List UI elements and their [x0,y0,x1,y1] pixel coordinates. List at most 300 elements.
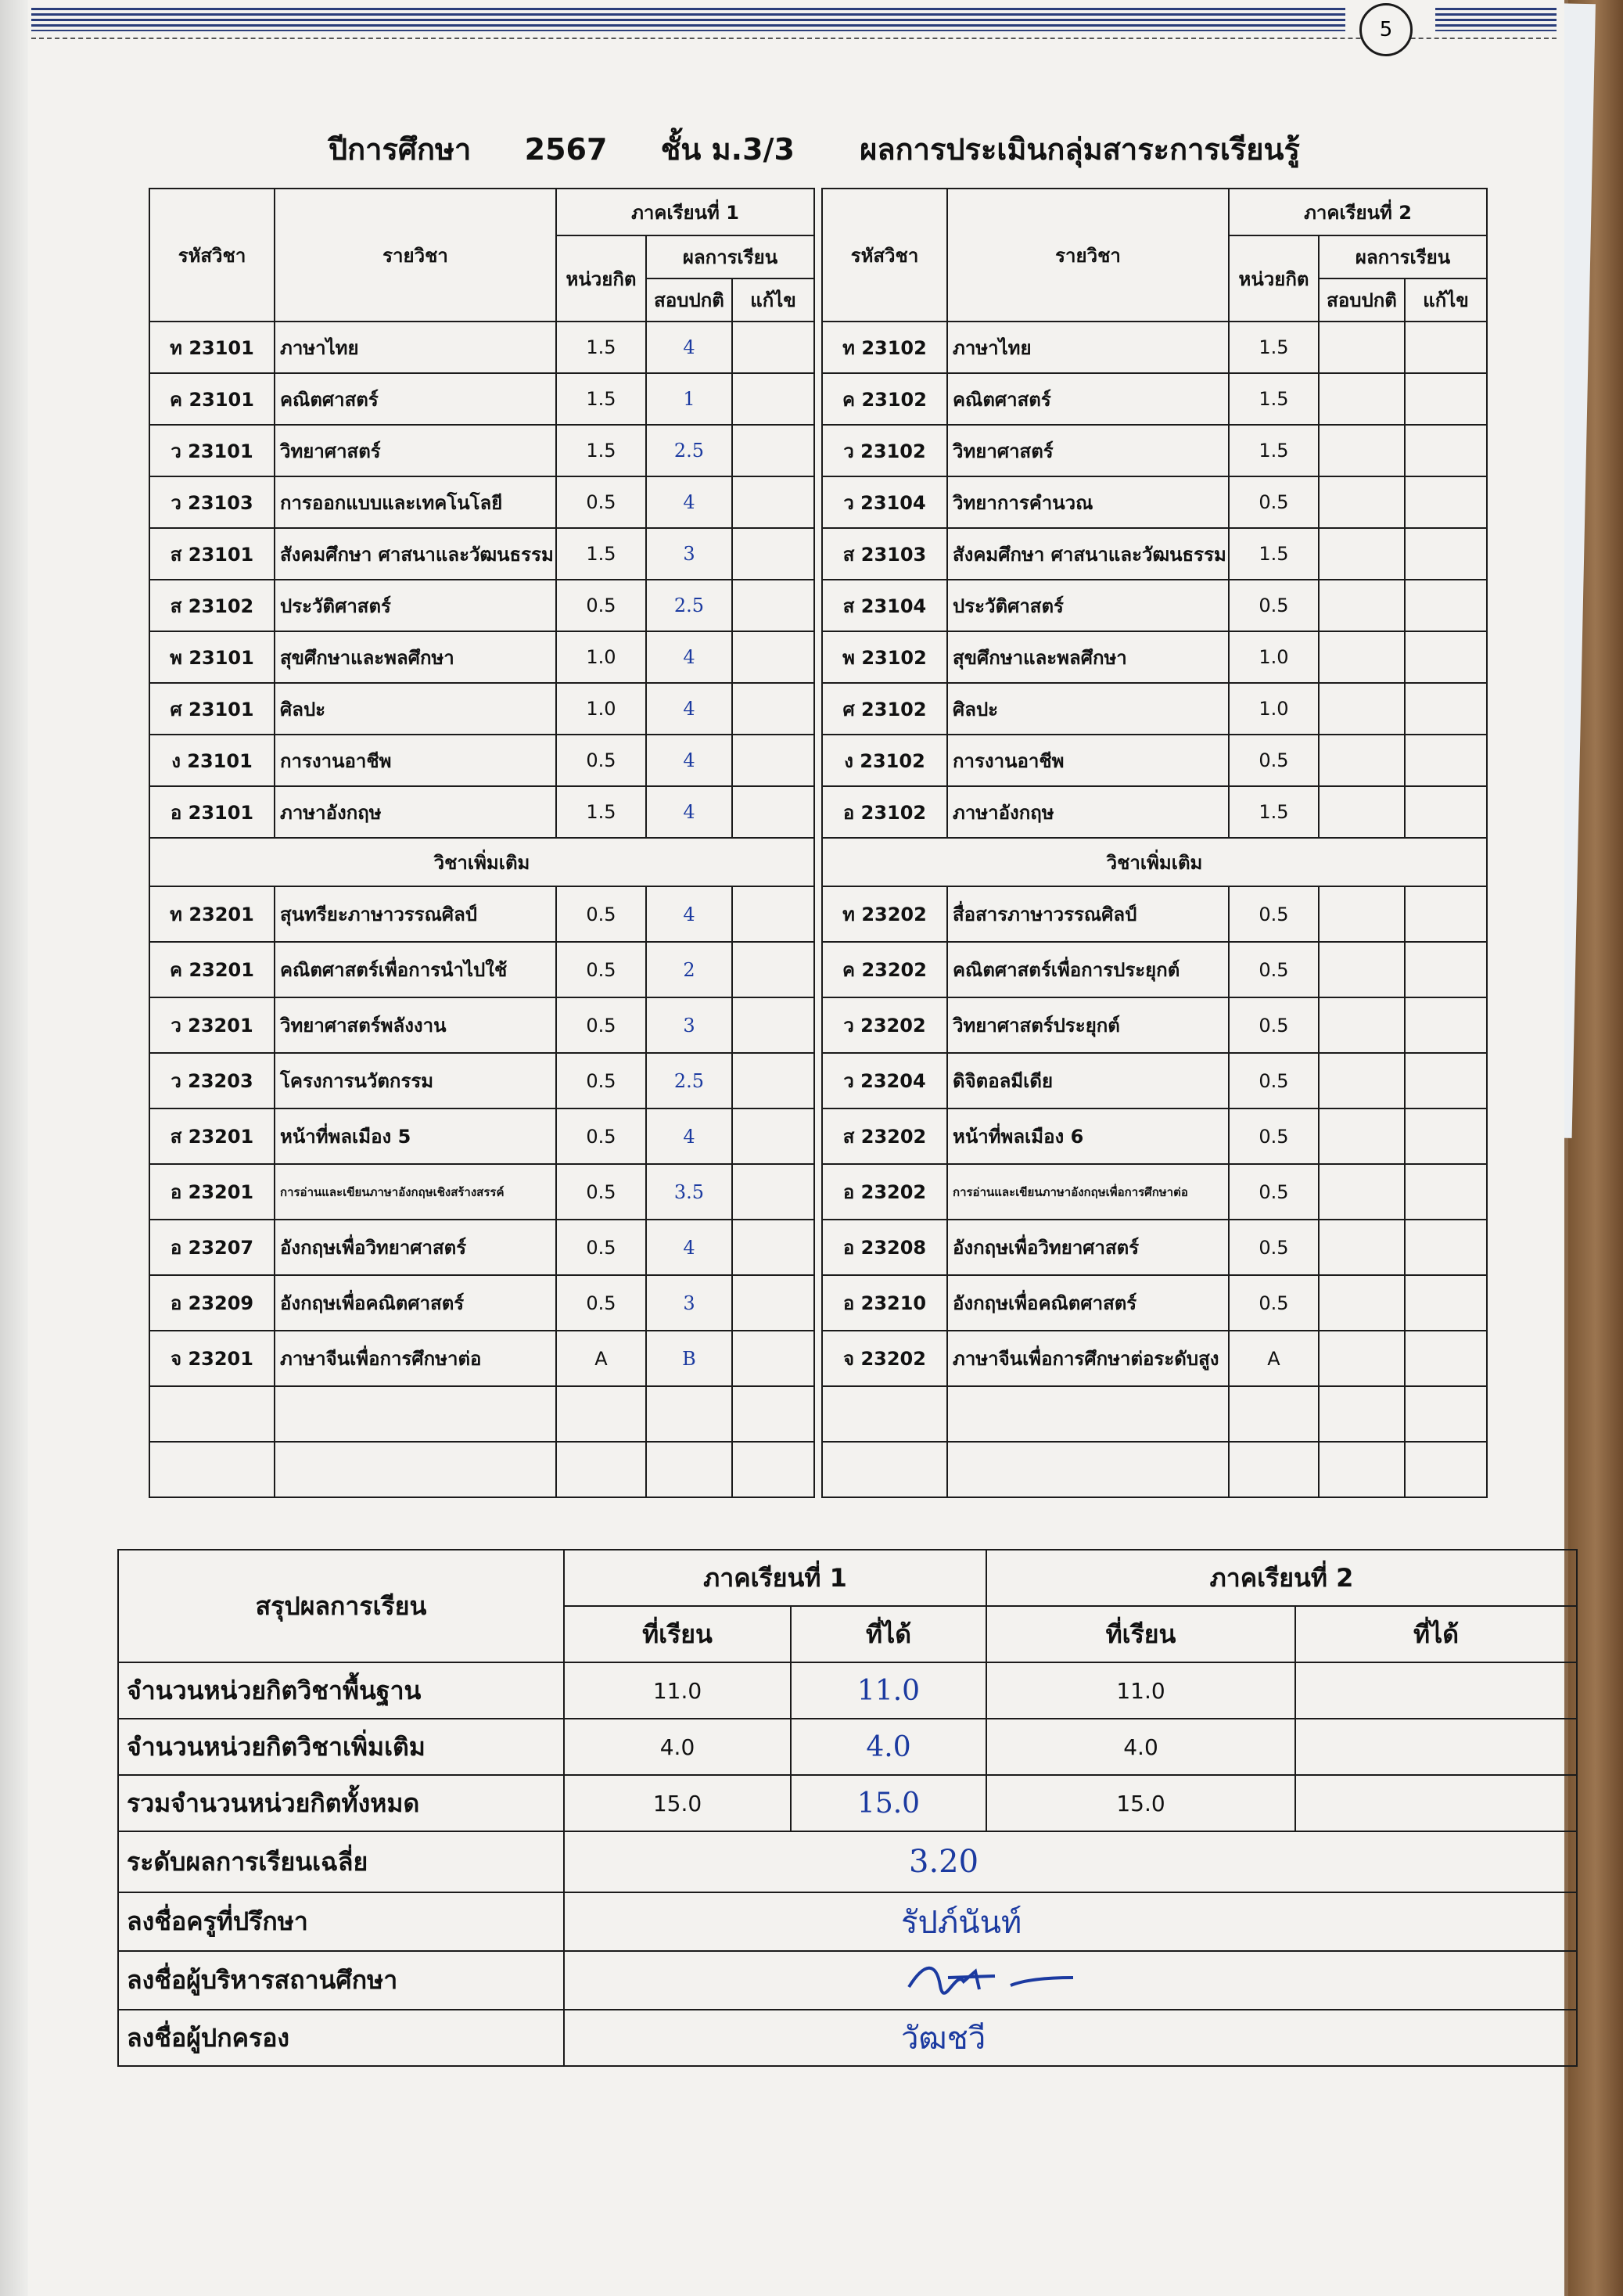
subject-name: อังกฤษเพื่อคณิตศาสตร์ [947,1275,1229,1331]
subject-name: การงานอาชีพ [275,735,556,786]
term2-header: ภาคเรียนที่ 2 [1229,189,1487,235]
subject-name: สุขศึกษาและพลศึกษา [275,631,556,683]
grade-retake [1405,1331,1487,1386]
grade-retake [732,322,814,373]
credit-value: 0.5 [556,1164,646,1220]
credit-value: 0.5 [1229,1053,1319,1108]
subject-name: ภาษาไทย [947,322,1229,373]
grade-retake [1405,580,1487,631]
subject-code: อ 23207 [149,1220,275,1275]
grade-normal [1319,1220,1405,1275]
table-row [149,631,814,683]
subject-code: ส 23104 [822,580,947,631]
term1-studied-credits: 11.0 [564,1662,791,1719]
blank-cell [646,1442,732,1497]
table-row [822,786,1487,838]
grade-normal [1319,476,1405,528]
subject-header: รายวิชา [947,189,1229,322]
summary-row [118,1662,1577,1719]
subject-name: ประวัติศาสตร์ [275,580,556,631]
grade-normal [1319,1108,1405,1164]
grade-normal [1319,373,1405,425]
credit-value: 1.5 [556,425,646,476]
subject-code: ว 23102 [822,425,947,476]
credit-value: 0.5 [556,942,646,997]
grade-normal: 3 [646,528,732,580]
credit-value: 0.5 [1229,1108,1319,1164]
grade-normal: 1 [646,373,732,425]
subject-code: ว 23103 [149,476,275,528]
credit-value: 0.5 [556,1108,646,1164]
table-row [822,1108,1487,1164]
subject-code: ว 23101 [149,425,275,476]
blank-cell [556,1386,646,1442]
blank-cell [1405,1442,1487,1497]
grade-retake [1405,1275,1487,1331]
summary-title: สรุปผลการเรียน [118,1550,564,1662]
subject-code: พ 23102 [822,631,947,683]
advisor-label: ลงชื่อครูที่ปรึกษา [118,1892,564,1951]
blank-cell [646,1386,732,1442]
admin-signature [901,1954,1089,2001]
result-header: ผลการเรียน [1319,235,1487,278]
blank-cell [947,1386,1229,1442]
blank-cell [149,1386,275,1442]
gpa-label: ระดับผลการเรียนเฉลี่ย [118,1831,564,1892]
subject-code: อ 23102 [822,786,947,838]
subject-code: อ 23201 [149,1164,275,1220]
credit-value: 0.5 [1229,476,1319,528]
grade-normal [1319,1275,1405,1331]
table-row [149,425,814,476]
header-rule [1435,8,1557,31]
blank-cell [732,1442,814,1497]
grade-retake [732,735,814,786]
grade-retake [732,1275,814,1331]
subject-name: อังกฤษเพื่อวิทยาศาสตร์ [275,1220,556,1275]
subject-code: ส 23102 [149,580,275,631]
studied-header: ที่เรียน [986,1606,1295,1662]
parent-label: ลงชื่อผู้ปกครอง [118,2010,564,2066]
subject-header: รายวิชา [275,189,556,322]
table-row [822,1220,1487,1275]
credit-value: 1.0 [1229,683,1319,735]
grade-normal [1319,528,1405,580]
term1-earned-credits: 15.0 [791,1775,986,1831]
credit-value: 1.5 [1229,528,1319,580]
subject-name: สังคมศึกษา ศาสนาและวัฒนธรรม [275,528,556,580]
grade-retake [1405,1220,1487,1275]
grade-normal [1319,1331,1405,1386]
table-row [149,942,814,997]
blank-cell [275,1386,556,1442]
normal-header: สอบปกติ [1319,278,1405,322]
grade-retake [1405,425,1487,476]
grade-retake [1405,1108,1487,1164]
credit-value: 1.5 [556,786,646,838]
term2-studied-credits: 4.0 [986,1719,1295,1775]
credit-header: หน่วยกิต [1229,235,1319,322]
table-row [149,580,814,631]
table-row [822,735,1487,786]
credit-value: 0.5 [1229,1220,1319,1275]
subject-code: ส 23201 [149,1108,275,1164]
term1-earned-credits: 11.0 [791,1662,986,1719]
grade-normal [1319,786,1405,838]
credit-value: 0.5 [1229,580,1319,631]
additional-section-header: วิชาเพิ่มเติม [822,838,1487,886]
credit-value: 1.5 [556,373,646,425]
grade-normal [1319,425,1405,476]
grade-retake [1405,373,1487,425]
grade-normal: 2.5 [646,1053,732,1108]
summary-term1-header: ภาคเรียนที่ 1 [564,1550,986,1606]
subject-code: พ 23101 [149,631,275,683]
subject-code: ส 23101 [149,528,275,580]
subject-code: อ 23209 [149,1275,275,1331]
subject-code: ท 23101 [149,322,275,373]
year-label: ปีการศึกษา [329,132,472,167]
blank-cell [1229,1386,1319,1442]
class-label: ชั้น ม.3/3 [660,132,795,167]
subject-name: วิทยาการคำนวณ [947,476,1229,528]
subject-name: ภาษาจีนเพื่อการศึกษาต่อ [275,1331,556,1386]
grade-normal: 4 [646,322,732,373]
grade-normal: 4 [646,1220,732,1275]
subject-code: ท 23202 [822,886,947,942]
header-rule [31,8,1345,31]
subject-name: วิทยาศาสตร์ประยุกต์ [947,997,1229,1053]
grade-retake [732,1164,814,1220]
grade-retake [732,631,814,683]
retake-header: แก้ไข [732,278,814,322]
blank-cell [1229,1442,1319,1497]
subject-name: ดิจิตอลมีเดีย [947,1053,1229,1108]
subject-code: จ 23201 [149,1331,275,1386]
grade-normal: 2 [646,942,732,997]
table-row [822,528,1487,580]
summary-row-label: จำนวนหน่วยกิตวิชาพื้นฐาน [118,1662,564,1719]
grade-retake [1405,528,1487,580]
grade-retake [1405,997,1487,1053]
subject-code: ศ 23101 [149,683,275,735]
subject-name: คณิตศาสตร์เพื่อการนำไปใช้ [275,942,556,997]
blank-cell [732,1386,814,1442]
table-row [149,683,814,735]
summary-row-label: จำนวนหน่วยกิตวิชาเพิ่มเติม [118,1719,564,1775]
subject-name: คณิตศาสตร์ [275,373,556,425]
grade-retake [732,997,814,1053]
subject-code: ว 23203 [149,1053,275,1108]
grade-retake [732,1108,814,1164]
credit-value: 0.5 [556,886,646,942]
credit-value: 1.5 [556,322,646,373]
binding-edge [0,0,28,2296]
grade-retake [732,425,814,476]
table-row [822,1275,1487,1331]
subject-code: ง 23102 [822,735,947,786]
term2-earned-credits [1295,1775,1577,1831]
grade-normal [1319,580,1405,631]
grade-retake [1405,1164,1487,1220]
grade-retake [1405,942,1487,997]
blank-cell [275,1442,556,1497]
grade-retake [1405,683,1487,735]
grade-normal: 4 [646,735,732,786]
table-row [149,476,814,528]
academic-year: 2567 [524,132,608,167]
code-header: รหัสวิชา [149,189,275,322]
grade-retake [732,886,814,942]
credit-value: 1.0 [556,683,646,735]
blank-row [822,1442,1487,1497]
summary-row [118,1775,1577,1831]
credit-header: หน่วยกิต [556,235,646,322]
credit-value: A [1229,1331,1319,1386]
grade-normal [1319,631,1405,683]
table-row [149,1275,814,1331]
retake-header: แก้ไข [1405,278,1487,322]
subject-name: หน้าที่พลเมือง 6 [947,1108,1229,1164]
grade-normal [1319,886,1405,942]
subject-name: อังกฤษเพื่อคณิตศาสตร์ [275,1275,556,1331]
grade-retake [1405,322,1487,373]
table-row [149,1164,814,1220]
grade-retake [732,580,814,631]
table-row [149,1053,814,1108]
grade-retake [732,1053,814,1108]
subject-name: ศิลปะ [947,683,1229,735]
subject-code: อ 23210 [822,1275,947,1331]
grade-normal: 3.5 [646,1164,732,1220]
blank-row [822,1386,1487,1442]
term1-grade-table [149,188,815,1498]
grade-retake [1405,476,1487,528]
subject-name: การออกแบบและเทคโนโลยี [275,476,556,528]
table-row [822,1053,1487,1108]
table-row [822,1164,1487,1220]
credit-value: 0.5 [556,735,646,786]
blank-cell [822,1386,947,1442]
subject-code: ศ 23102 [822,683,947,735]
subject-name: ภาษาจีนเพื่อการศึกษาต่อระดับสูง [947,1331,1229,1386]
credit-value: 1.5 [1229,322,1319,373]
summary-row-label: รวมจำนวนหน่วยกิตทั้งหมด [118,1775,564,1831]
table-row [149,735,814,786]
subject-code: ค 23202 [822,942,947,997]
grade-retake [1405,735,1487,786]
table-row [149,373,814,425]
credit-value: 0.5 [556,997,646,1053]
table-row [149,528,814,580]
grade-retake [732,942,814,997]
table-row [822,886,1487,942]
credit-value: 0.5 [556,1275,646,1331]
table-row [822,425,1487,476]
grade-normal: 4 [646,886,732,942]
subject-code: ท 23201 [149,886,275,942]
subject-code: ค 23201 [149,942,275,997]
grade-retake [732,476,814,528]
table-row [822,476,1487,528]
grade-normal [1319,997,1405,1053]
table-row [822,1331,1487,1386]
subject-name: ศิลปะ [275,683,556,735]
subject-code: ค 23101 [149,373,275,425]
subject-name: อังกฤษเพื่อวิทยาศาสตร์ [947,1220,1229,1275]
blank-cell [1405,1386,1487,1442]
subject-name: ภาษาไทย [275,322,556,373]
term1-studied-credits: 15.0 [564,1775,791,1831]
subject-code: ว 23204 [822,1053,947,1108]
table-row [822,683,1487,735]
table-row [149,997,814,1053]
subject-name: โครงการนวัตกรรม [275,1053,556,1108]
studied-header: ที่เรียน [564,1606,791,1662]
blank-row [149,1442,814,1497]
credit-value: 0.5 [556,1053,646,1108]
credit-value: 0.5 [1229,1164,1319,1220]
admin-label: ลงชื่อผู้บริหารสถานศึกษา [118,1951,564,2010]
grade-normal: 4 [646,476,732,528]
blank-row [149,1386,814,1442]
blank-cell [556,1442,646,1497]
subject-code: จ 23202 [822,1331,947,1386]
grade-normal: 2.5 [646,425,732,476]
grade-normal: 4 [646,631,732,683]
table-row [822,942,1487,997]
earned-header: ที่ได้ [1295,1606,1577,1662]
credit-value: 0.5 [556,476,646,528]
credit-value: 1.0 [556,631,646,683]
grade-normal: B [646,1331,732,1386]
subject-name: การงานอาชีพ [947,735,1229,786]
grade-retake [732,786,814,838]
code-header: รหัสวิชา [822,189,947,322]
table-row [149,1331,814,1386]
table-row [149,1108,814,1164]
grade-normal [1319,1053,1405,1108]
grade-retake [1405,786,1487,838]
subject-code: ค 23102 [822,373,947,425]
earned-header: ที่ได้ [791,1606,986,1662]
credit-value: 0.5 [1229,1275,1319,1331]
subject-name: สังคมศึกษา ศาสนาและวัฒนธรรม [947,528,1229,580]
subject-name: หน้าที่พลเมือง 5 [275,1108,556,1164]
page-title [329,125,1345,173]
blank-cell [1319,1442,1405,1497]
table-row [822,631,1487,683]
subject-name: วิทยาศาสตร์พลังงาน [275,997,556,1053]
subject-code: ว 23104 [822,476,947,528]
credit-value: 1.5 [556,528,646,580]
grade-normal: 4 [646,786,732,838]
term2-earned-credits [1295,1719,1577,1775]
subject-code: ง 23101 [149,735,275,786]
credit-value: 0.5 [1229,997,1319,1053]
table-row [149,1220,814,1275]
report-heading: ผลการประเมินกลุ่มสาระการเรียนรู้ [860,132,1300,167]
table-row [822,580,1487,631]
subject-name: คณิตศาสตร์ [947,373,1229,425]
subject-name: วิทยาศาสตร์ [275,425,556,476]
subject-code: ว 23201 [149,997,275,1053]
dashed-divider [31,38,1557,39]
grade-retake [732,1220,814,1275]
credit-value: 0.5 [1229,735,1319,786]
table-row [149,886,814,942]
subject-code: ว 23202 [822,997,947,1053]
table-row [822,997,1487,1053]
grade-normal: 2.5 [646,580,732,631]
grade-retake [732,1331,814,1386]
grade-normal [1319,322,1405,373]
credit-value: 1.5 [1229,425,1319,476]
grade-normal: 3 [646,1275,732,1331]
term2-studied-credits: 15.0 [986,1775,1295,1831]
grade-retake [732,683,814,735]
grade-normal: 3 [646,997,732,1053]
term1-studied-credits: 4.0 [564,1719,791,1775]
term1-earned-credits: 4.0 [791,1719,986,1775]
subject-name: วิทยาศาสตร์ [947,425,1229,476]
credit-value: 1.0 [1229,631,1319,683]
subject-name: การอ่านและเขียนภาษาอังกฤษเชิงสร้างสรรค์ [275,1164,556,1220]
table-row [149,786,814,838]
gpa-value: 3.20 [909,1844,979,1880]
subject-code: อ 23202 [822,1164,947,1220]
advisor-signature: รัปภ์นันท์ [901,1904,1022,1941]
grade-normal [1319,1164,1405,1220]
blank-cell [947,1442,1229,1497]
subject-name: ประวัติศาสตร์ [947,580,1229,631]
grade-normal [1319,735,1405,786]
subject-code: อ 23208 [822,1220,947,1275]
summary-row [118,1719,1577,1775]
subject-name: ภาษาอังกฤษ [275,786,556,838]
grade-retake [732,528,814,580]
blank-cell [149,1442,275,1497]
term2-earned-credits [1295,1662,1577,1719]
summary-term2-header: ภาคเรียนที่ 2 [986,1550,1577,1606]
grade-retake [1405,886,1487,942]
summary-table [117,1549,1578,2067]
credit-value: A [556,1331,646,1386]
subject-code: ส 23202 [822,1108,947,1164]
subject-name: สื่อสารภาษาวรรณศิลป์ [947,886,1229,942]
credit-value: 0.5 [1229,942,1319,997]
additional-section-header: วิชาเพิ่มเติม [149,838,814,886]
term2-studied-credits: 11.0 [986,1662,1295,1719]
blank-cell [1319,1386,1405,1442]
subject-code: อ 23101 [149,786,275,838]
page-number: 5 [1359,3,1413,56]
grade-normal: 4 [646,1108,732,1164]
grade-retake [1405,1053,1487,1108]
grade-normal [1319,942,1405,997]
table-row [149,322,814,373]
credit-value: 0.5 [1229,886,1319,942]
parent-signature: วัฒชวี [901,2021,986,2057]
subject-name: สุขศึกษาและพลศึกษา [947,631,1229,683]
blank-cell [822,1442,947,1497]
subject-name: การอ่านและเขียนภาษาอังกฤษเพื่อการศึกษาต่อ [947,1164,1229,1220]
subject-name: คณิตศาสตร์เพื่อการประยุกต์ [947,942,1229,997]
normal-header: สอบปกติ [646,278,732,322]
grade-retake [1405,631,1487,683]
grade-retake [732,373,814,425]
term2-grade-table [821,188,1488,1498]
